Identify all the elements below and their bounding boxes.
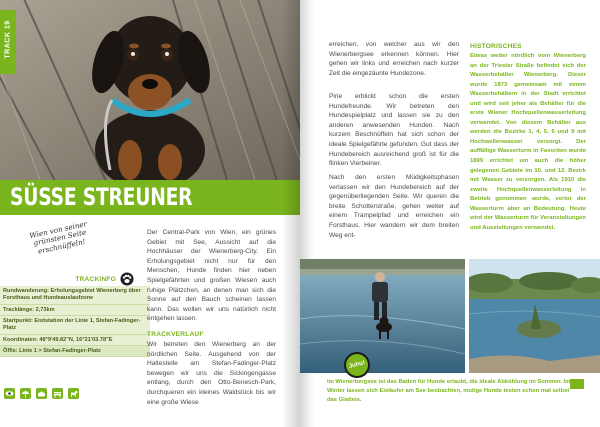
trackinfo-row: Koordinaten: 48°9'49.82"N, 16°21'03.78"E bbox=[0, 335, 150, 346]
lake-photo-summer bbox=[469, 259, 600, 373]
trackinfo-row: Öffis: Linie 1 > Stefan-Fadinger-Platz bbox=[0, 346, 150, 357]
lake-photo-winter bbox=[300, 259, 465, 373]
track-tab-label: TRACK 19 bbox=[4, 20, 12, 59]
right-page bbox=[300, 0, 600, 427]
eye-icon bbox=[4, 388, 15, 399]
umbrella-icon bbox=[20, 388, 31, 399]
dog-photo-illustration bbox=[0, 0, 300, 180]
paw-icon bbox=[120, 272, 134, 286]
trackverlauf-paragraph: Wir betreten den Wienerberg an der nördlichen Seite. Ausgehend von der Haltestelle am Stefan-Fadinger-Platz bewegen wir uns die Sickingengasse entlang, durch den Otto-Benesch-Park, durchqueren ein kleines Waldstück bis wir eine große Wiese bbox=[147, 341, 276, 406]
page-title: SÜSSE STREUNER bbox=[10, 183, 193, 211]
right-col-paragraph-1: erreichen, von welcher aus wir den Wienerbergsee erkennen können. Hier gehen wir links und erreichen nach kurzer Zeit die eingezäunte Hundezone. bbox=[329, 41, 459, 77]
dog-icon bbox=[68, 388, 79, 399]
bench-icon bbox=[52, 388, 63, 399]
dog-photo bbox=[0, 0, 300, 180]
handwritten-note: Wien von seiner grünsten Seite erschnüffeln! bbox=[28, 219, 88, 256]
right-col-paragraph-3: Nach den ersten Müdigkeitsphasen verlassen wir den Hundebereich auf der gegenüberliegenden Seite. Wir queren die breite Schotterstraße, gehen weiter auf einem Trampelpfad und erreichen ein Forsthaus. Hier wandern wir dem breiten Weg ent- bbox=[329, 174, 459, 239]
food-icon bbox=[36, 388, 47, 399]
sticker-text: Juhu! bbox=[348, 360, 366, 370]
track-tab bbox=[0, 10, 16, 74]
trackinfo-row: Startpunkt: Endstation der Linie 1, Stefan-Fadinger-Platz bbox=[0, 316, 150, 335]
historisches-paragraph: Etwas weiter nördlich vom Wienerberg an der Triester Straße befindet sich der Wasserbehälter Wienerberg. Dieser wurde 1873 gemeinsam mit einem Wasserbehältern in der Stadt errichtet und wird seit jeher als Behälter für die erste Wiener Hochquellenwasserleitung verwendet. Von diesem Behälter aus werden die Bezirke 1, 4, 5, 6 und 9 mit Hochwellenwasser versorgt. Der auffällige Wasserturm in Favoriten wurde 1899 errichtet um auch die höher gelegenen Gebiete im 10. und 12. Bezirk mit Wasser zu versorgen. Als 1910 die zweite Hochquellenwasserleitung in Betrieb genommen wurde, verlor der Wasserturm aber an Bedeutung. Heute wird der Wasserturm für Veranstaltungen und Ausstellungen verwendet. bbox=[470, 53, 586, 231]
winter-lake-illustration bbox=[300, 259, 465, 373]
trackinfo-box bbox=[0, 286, 150, 356]
left-page: TRACK 19 SÜSSE STREUNER Wien von seiner grünsten Seite erschnüffeln! TRACKINFO Rundwanderung: Erholungsgebiet Wienerberg über Forsthaus und Hundeauslaufzone Tracklänge: 2,73km Startpunkt: Endstation der Linie 1, Stefan-Fadinger-Platz Koordinaten: 48°9'49.82"N, 16°21'03.78"E Öffis: Linie 1 > Stefan-Fadinger-Platz Der Central-Park von Wien, ein grünes Gebiet mit See, Aussicht auf die Hochhäuser der Wienerberg-City. Ein Erholungsgebiet nicht nur für den Menschen, Hunde finden hier neben Spielgefährten und großen Wiesen auch ruhige Plätzchen, an denen man sich die Sonne auf den Bauch scheinen lassen kann. Das wollen wir uns natürlich nicht entgehen lassen. TRACKVERLAUF Wir betreten den Wienerberg an der nördlichen Seite. Ausgehend von der Haltestelle am Stefan-Fadinger-Platz bewegen wir uns die Sickingengasse entlang, durch den Otto-Benesch-Park, durchqueren ein kleines Waldstück bis wir eine große Wiese bbox=[0, 0, 300, 427]
trackverlauf-heading: TRACKVERLAUF bbox=[147, 331, 204, 338]
gutter-shadow bbox=[282, 0, 300, 427]
summer-lake-illustration bbox=[469, 259, 600, 373]
intro-paragraph: Der Central-Park von Wien, ein grünes Gebiet mit See, Aussicht auf die Hochhäuser der Wienerberg-City. Ein Erholungsgebiet nicht nur für den Menschen, Hunde finden hier neben Spielgefährten und großen Wiesen auch ruhige Plätzchen, an denen man sich die Sonne auf den Bauch scheinen lassen kann. Das wollen wir uns natürlich nicht entgehen lassen. bbox=[147, 229, 276, 323]
trackinfo-icons bbox=[4, 388, 79, 399]
right-col-paragraph-2: Pirie erblickt schon die ersten Hundefreunde. Wir betreten den Hundespielplatz und lassen sie zu den anderen anwesenden Hunden. Nach kurzem Beschnüffeln hat sich schon der ideale Spielgefährte gefunden. Gut dass der Hundebereich ausreichend groß ist für die flinken Vierbeiner. bbox=[329, 93, 459, 168]
photo-caption: Im Wienerbergsee ist das Baden für Hunde erlaubt, die ideale Abkühlung im Sommer. Im Winter lassen sich Eisläufer am See beobachten, mutige Hunde testen schon mal selbst das Glatteis. bbox=[327, 379, 571, 404]
trackinfo-row: Rundwanderung: Erholungsgebiet Wienerberg über Forsthaus und Hundeauslaufzone bbox=[0, 286, 150, 305]
historisches-heading: HISTORISCHES bbox=[470, 43, 522, 50]
page-corner-marker bbox=[570, 379, 584, 389]
trackinfo-row: Tracklänge: 2,73km bbox=[0, 305, 150, 316]
